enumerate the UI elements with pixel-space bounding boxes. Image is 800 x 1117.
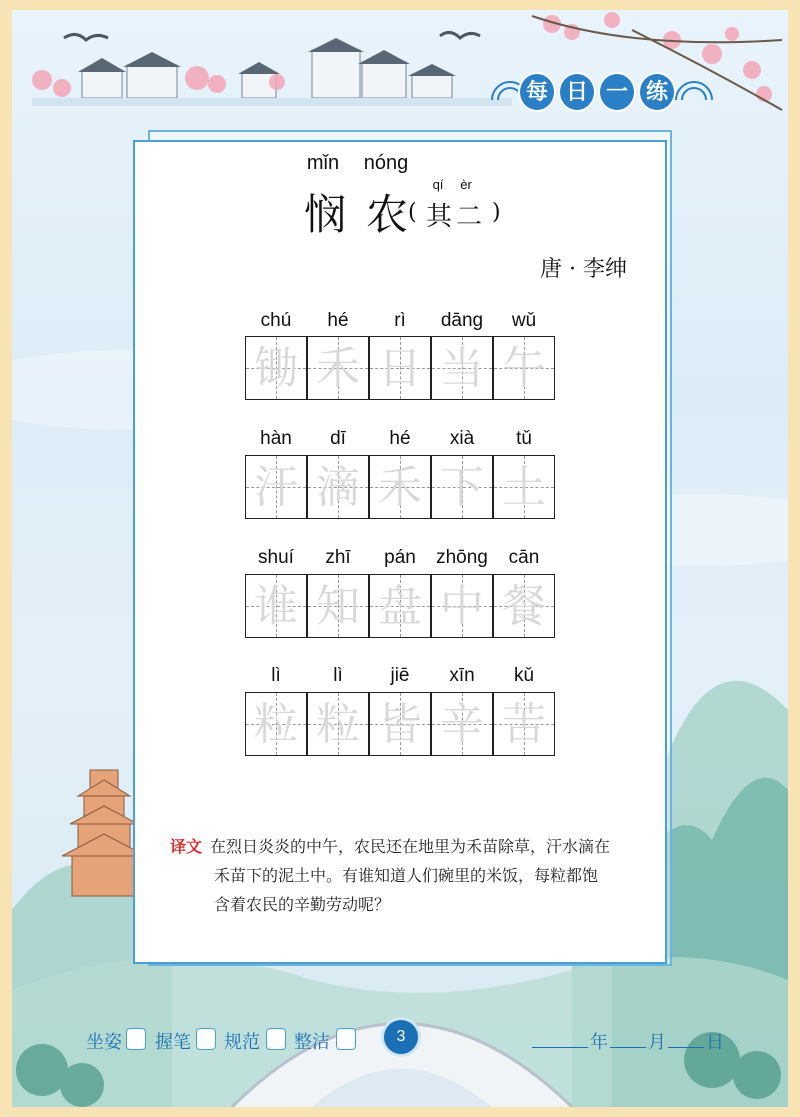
trace-char: 谁	[254, 581, 298, 632]
pinyin: lì	[271, 665, 281, 686]
poem-author: 唐 · 李绅	[540, 257, 627, 282]
pinyin: hé	[327, 310, 349, 331]
trace-char: 土	[502, 462, 546, 513]
pinyin: xīn	[449, 665, 475, 686]
translation-label: 译文	[170, 837, 203, 856]
trace-char: 餐	[502, 581, 546, 632]
trace-char: 午	[502, 343, 546, 394]
pinyin: jiē	[390, 665, 410, 686]
date-year-label: 年	[590, 1032, 608, 1053]
translation-text: 含着农民的辛勤劳动呢？	[214, 895, 391, 914]
checklist-label-neat: 整洁	[294, 1032, 330, 1053]
translation-text: 禾苗下的泥土中。有谁知道人们碗里的米饭，每粒都饱	[214, 866, 599, 885]
tracing-grid-row	[245, 574, 557, 638]
subtitle-char: 二	[456, 202, 483, 232]
translation-block	[170, 832, 640, 919]
checkbox-grip[interactable]	[196, 1028, 216, 1050]
date-month-label: 月	[648, 1032, 666, 1053]
date-day-label: 日	[706, 1032, 724, 1053]
badge-char: 每	[518, 72, 556, 112]
trace-char: 汗	[254, 462, 298, 513]
pinyin: pán	[384, 547, 416, 568]
tracing-cell[interactable]	[493, 336, 555, 400]
tracing-cell[interactable]	[431, 336, 493, 400]
page-number: 3	[384, 1020, 418, 1054]
trace-char: 苦	[502, 699, 546, 750]
pinyin: hàn	[260, 428, 292, 449]
subtitle-pinyin: qí	[432, 177, 444, 192]
poem-title-char: 悯	[303, 190, 346, 239]
tracing-cell[interactable]	[245, 692, 307, 756]
line-pinyin-row	[245, 547, 557, 573]
translation-text: 在烈日炎炎的中午，农民还在地里为禾苗除草，汗水滴在	[210, 837, 611, 856]
pinyin: lì	[333, 665, 343, 686]
line-pinyin-row	[245, 428, 557, 454]
pinyin: chú	[260, 310, 292, 331]
tracing-cell[interactable]	[307, 692, 369, 756]
title-pinyin: mǐn	[306, 152, 340, 174]
pinyin: xià	[449, 428, 475, 449]
line-pinyin-row	[245, 665, 557, 691]
village-illustration	[32, 38, 512, 106]
subtitle-pinyin: èr	[460, 177, 472, 192]
line-pinyin-row	[245, 310, 557, 336]
date-year-blank[interactable]	[532, 1047, 588, 1048]
subtitle-paren: )	[492, 200, 501, 225]
tracing-grid-row	[245, 455, 557, 519]
pinyin: zhōng	[436, 547, 488, 568]
pinyin: hé	[389, 428, 411, 449]
poem-title-char: 农	[365, 190, 408, 239]
trace-char: 当	[440, 343, 484, 394]
trace-char: 中	[440, 581, 484, 632]
date-day-blank[interactable]	[668, 1047, 704, 1048]
trace-char: 辛	[440, 699, 484, 750]
tracing-cell[interactable]	[369, 336, 431, 400]
tracing-cell[interactable]	[307, 336, 369, 400]
trace-char: 粒	[254, 699, 298, 750]
badge-char: 日	[558, 72, 596, 112]
pinyin: rì	[394, 310, 406, 331]
pinyin: cān	[508, 547, 540, 568]
pinyin: zhī	[325, 547, 351, 568]
checklist-label-grip: 握笔	[155, 1032, 191, 1053]
tracing-cell[interactable]	[369, 692, 431, 756]
pinyin: shuí	[258, 547, 294, 568]
tracing-cell[interactable]	[431, 692, 493, 756]
pinyin: wǔ	[511, 310, 537, 331]
trace-char: 知	[316, 581, 360, 632]
tracing-cell[interactable]	[245, 336, 307, 400]
tracing-cell[interactable]	[493, 692, 555, 756]
tracing-cell[interactable]	[431, 574, 493, 638]
date-month-blank[interactable]	[610, 1047, 646, 1048]
trace-char: 日	[378, 343, 422, 394]
pinyin: dī	[330, 428, 346, 449]
tracing-cell[interactable]	[369, 574, 431, 638]
checkbox-neat[interactable]	[336, 1028, 356, 1050]
checkbox-standard[interactable]	[266, 1028, 286, 1050]
tracing-cell[interactable]	[369, 455, 431, 519]
trace-char: 禾	[378, 462, 422, 513]
tracing-grid-row	[245, 692, 557, 756]
tracing-cell[interactable]	[493, 574, 555, 638]
badge-char: 一	[598, 72, 636, 112]
trace-char: 下	[440, 462, 484, 513]
trace-char: 盘	[378, 581, 422, 632]
checkbox-posture[interactable]	[126, 1028, 146, 1050]
tracing-grid-row	[245, 336, 557, 400]
trace-char: 滴	[316, 462, 360, 513]
title-pinyin: nóng	[363, 152, 409, 174]
tracing-cell[interactable]	[493, 455, 555, 519]
subtitle-char: 其	[426, 202, 453, 232]
tracing-cell[interactable]	[307, 574, 369, 638]
pinyin: kǔ	[513, 665, 535, 686]
tracing-cell[interactable]	[307, 455, 369, 519]
badge-char: 练	[638, 72, 676, 112]
checklist-label-standard: 规范	[224, 1032, 260, 1053]
tracing-cell[interactable]	[245, 574, 307, 638]
trace-char: 粒	[316, 699, 360, 750]
pinyin: dāng	[440, 310, 484, 331]
tracing-cell[interactable]	[431, 455, 493, 519]
checklist-label-posture: 坐姿	[86, 1032, 122, 1053]
trace-char: 皆	[378, 699, 422, 750]
bird-icon	[64, 34, 108, 40]
tracing-cell[interactable]	[245, 455, 307, 519]
subtitle-paren: (	[408, 200, 417, 225]
pinyin: tǔ	[516, 428, 532, 449]
trace-char: 锄	[254, 343, 298, 394]
bird-icon	[440, 32, 480, 38]
trace-char: 禾	[316, 343, 360, 394]
